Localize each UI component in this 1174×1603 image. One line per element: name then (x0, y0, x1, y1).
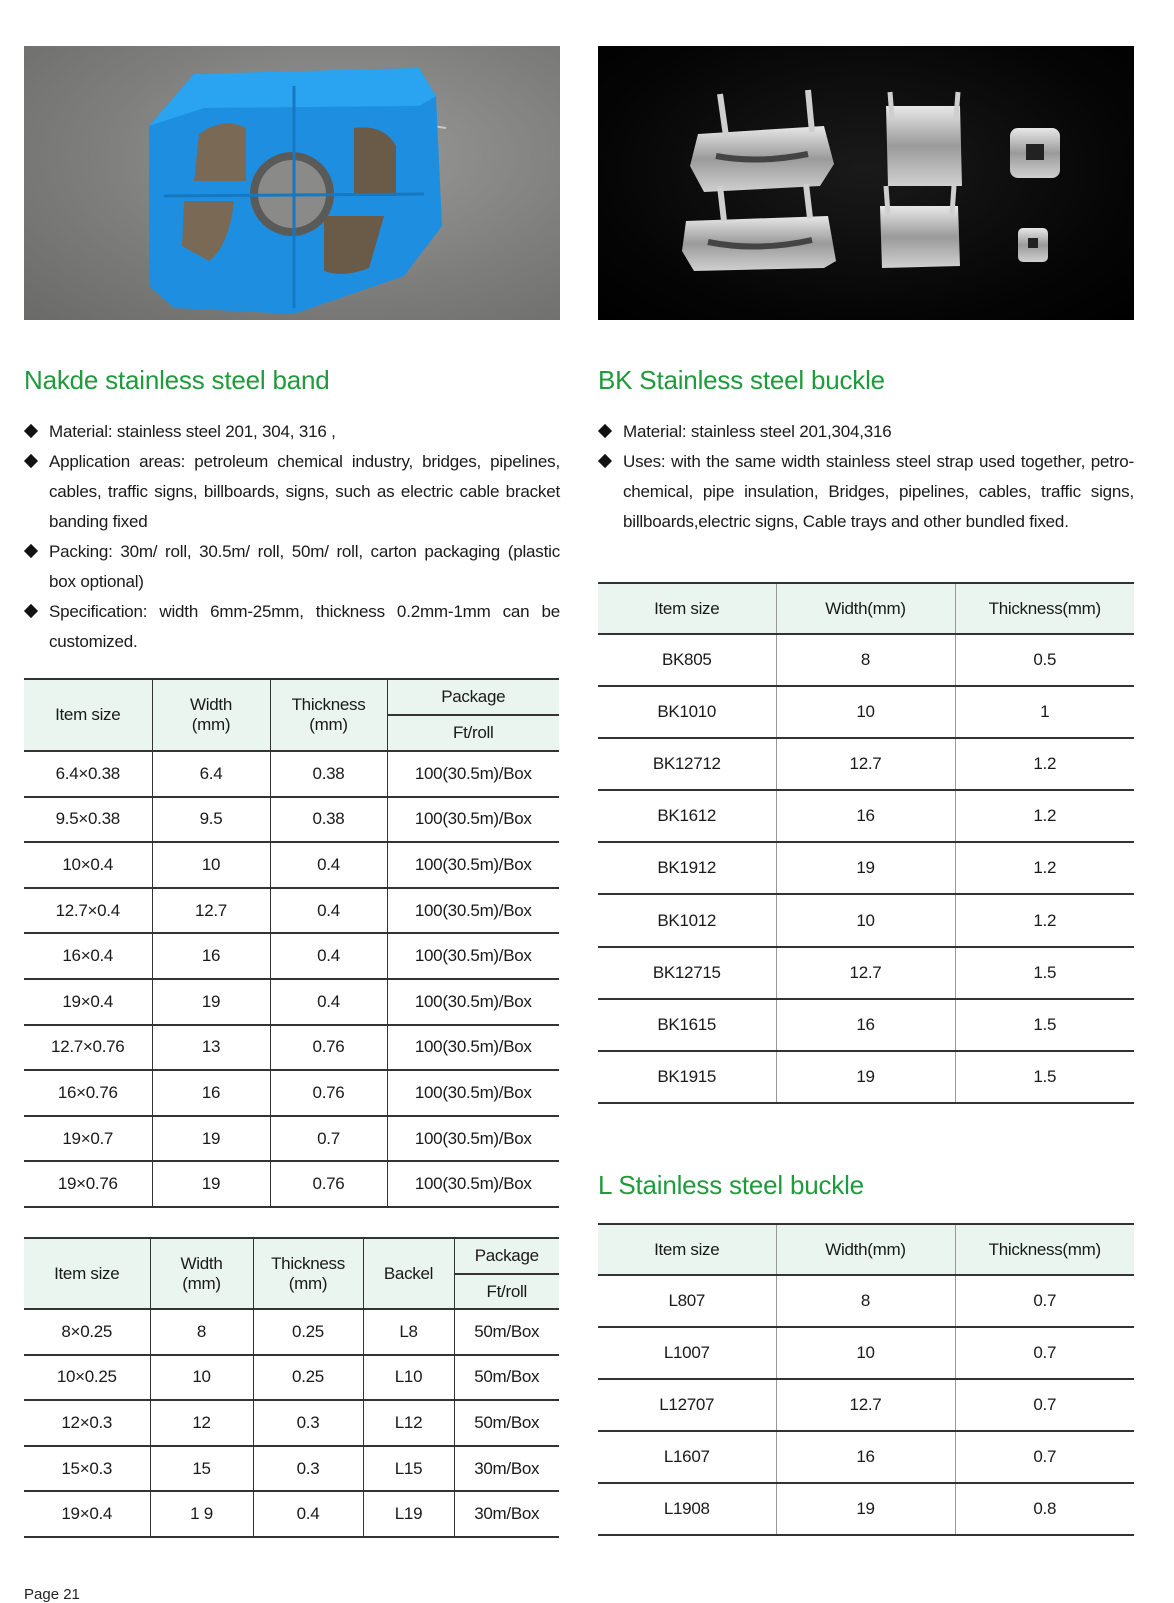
bk-buckle-table (598, 582, 1134, 1104)
table-cell: 0.8 (955, 1483, 1134, 1535)
table-cell: L1908 (598, 1483, 776, 1535)
table-row (598, 1327, 1134, 1379)
col-header-item-size: Item size (598, 583, 776, 634)
table-cell: 0.5 (955, 634, 1134, 686)
table-cell: 12.7 (776, 947, 955, 999)
table-cell: 16×0.76 (24, 1070, 152, 1116)
table-cell: 0.76 (270, 1161, 387, 1207)
table-cell: 19×0.76 (24, 1161, 152, 1207)
table-cell: BK12712 (598, 738, 776, 790)
table-cell: 1.5 (955, 999, 1134, 1051)
table-cell: 19 (152, 1161, 270, 1207)
table-row (598, 842, 1134, 894)
table-row (24, 933, 559, 979)
table-cell: 0.7 (955, 1275, 1134, 1327)
bk-buckle-title: BK Stainless steel buckle (598, 365, 885, 395)
diamond-bullet-icon (24, 604, 38, 618)
table-cell: 19 (152, 1116, 270, 1162)
table-cell: L12 (363, 1400, 454, 1446)
table-cell: L1007 (598, 1327, 776, 1379)
table-cell: 0.3 (253, 1446, 363, 1492)
table-row (598, 894, 1134, 946)
table-row (24, 1070, 559, 1116)
steel-band-reel-photo (24, 46, 560, 320)
table-cell: 0.4 (253, 1491, 363, 1537)
table-cell: 100(30.5m)/Box (387, 933, 559, 979)
table-cell: 0.7 (955, 1431, 1134, 1483)
table-cell: 16 (152, 1070, 270, 1116)
table-row (24, 842, 559, 888)
table-cell: 19 (776, 842, 955, 894)
l-buckle-title: L Stainless steel buckle (598, 1170, 864, 1200)
page-number: Page 21 (24, 1586, 80, 1603)
table-row (24, 751, 559, 797)
table-cell: 12.7 (776, 738, 955, 790)
table-cell: L12707 (598, 1379, 776, 1431)
table-cell: 8×0.25 (24, 1309, 150, 1355)
table-cell: 8 (776, 1275, 955, 1327)
table-row (24, 1116, 559, 1162)
table-cell: 16 (152, 933, 270, 979)
diamond-bullet-icon (598, 454, 612, 468)
table-cell: 19 (152, 979, 270, 1025)
table-cell: 0.7 (270, 1116, 387, 1162)
table-row (598, 1379, 1134, 1431)
table-row (598, 1051, 1134, 1103)
table-cell: L19 (363, 1491, 454, 1537)
table-cell: BK12715 (598, 947, 776, 999)
table-cell: 12.7×0.76 (24, 1025, 152, 1071)
spec-item: Packing: 30m/ roll, 30.5m/ roll, 50m/ roll, carton packaging (plastic box optional) (24, 537, 560, 597)
table-cell: 16 (776, 1431, 955, 1483)
col-header-thickness: Thickness (mm) (253, 1238, 363, 1309)
steel-band-reel-illustration (24, 46, 560, 320)
col-header-item-size: Item size (598, 1224, 776, 1275)
table-cell: 0.76 (270, 1025, 387, 1071)
buckles-illustration (598, 46, 1134, 320)
table-cell: 100(30.5m)/Box (387, 1070, 559, 1116)
table-cell: 12 (150, 1400, 253, 1446)
table-row (24, 1491, 559, 1537)
table-cell: 19×0.4 (24, 979, 152, 1025)
table-cell: BK1010 (598, 686, 776, 738)
l-buckle-table (598, 1223, 1134, 1536)
diamond-bullet-icon (598, 424, 612, 438)
table-cell: 10 (776, 894, 955, 946)
table-cell: L1607 (598, 1431, 776, 1483)
table-row (598, 1275, 1134, 1327)
table-row (24, 1309, 559, 1355)
col-header-width: Width(mm) (776, 1224, 955, 1275)
table-cell: 9.5×0.38 (24, 797, 152, 843)
table-cell: 50m/Box (454, 1309, 559, 1355)
table-cell: BK1012 (598, 894, 776, 946)
table-row (24, 1025, 559, 1071)
table-cell: BK1612 (598, 790, 776, 842)
table-cell: 0.4 (270, 979, 387, 1025)
table-cell: 0.76 (270, 1070, 387, 1116)
table-row (598, 790, 1134, 842)
table-cell: 6.4×0.38 (24, 751, 152, 797)
table-cell: 12×0.3 (24, 1400, 150, 1446)
col-header-ft-roll: Ft/roll (454, 1274, 559, 1309)
table-cell: 1.2 (955, 894, 1134, 946)
table-cell: 16 (776, 790, 955, 842)
table-cell: 10 (776, 686, 955, 738)
table-cell: 100(30.5m)/Box (387, 751, 559, 797)
table-cell: 0.7 (955, 1327, 1134, 1379)
table-cell: 100(30.5m)/Box (387, 797, 559, 843)
table-cell: 0.4 (270, 933, 387, 979)
table-cell: 0.4 (270, 888, 387, 934)
bk-buckle-specs (598, 417, 1134, 537)
table-cell: BK1912 (598, 842, 776, 894)
table-cell: 0.25 (253, 1309, 363, 1355)
table-cell: 12.7 (152, 888, 270, 934)
table-cell: 9.5 (152, 797, 270, 843)
table-cell: 1.2 (955, 790, 1134, 842)
table-cell: 12.7 (776, 1379, 955, 1431)
table-cell: 30m/Box (454, 1446, 559, 1492)
col-header-item-size: Item size (24, 1238, 150, 1309)
table-cell: 10 (150, 1355, 253, 1401)
table-row (24, 979, 559, 1025)
table-row (24, 1355, 559, 1401)
table-row (598, 686, 1134, 738)
table-cell: 8 (150, 1309, 253, 1355)
col-header-thickness: Thickness(mm) (955, 1224, 1134, 1275)
table-cell: 100(30.5m)/Box (387, 1025, 559, 1071)
table-cell: L15 (363, 1446, 454, 1492)
col-header-ft-roll: Ft/roll (387, 715, 559, 751)
table-row (24, 1161, 559, 1207)
spec-item: Specification: width 6mm-25mm, thickness 0.2mm-1mm can be customized. (24, 597, 560, 657)
table-row (598, 1483, 1134, 1535)
table-cell: 8 (776, 634, 955, 686)
table-row (24, 888, 559, 934)
table-cell: 50m/Box (454, 1355, 559, 1401)
table-cell: L8 (363, 1309, 454, 1355)
steel-band-specs (24, 417, 560, 657)
table-cell: BK805 (598, 634, 776, 686)
buckles-photo (598, 46, 1134, 320)
table-cell: 0.4 (270, 842, 387, 888)
table-cell: 15 (150, 1446, 253, 1492)
table-cell: 100(30.5m)/Box (387, 888, 559, 934)
table-cell: 19×0.4 (24, 1491, 150, 1537)
spec-item: Uses: with the same width stainless steel strap used together, petro-chemical, pipe insulation, Bridges, pipelines, cables, traffic signs, billboards,electric signs, Cable trays and other bundled fixed. (598, 447, 1134, 537)
table-cell: 16×0.4 (24, 933, 152, 979)
table-row (598, 738, 1134, 790)
table-row (598, 999, 1134, 1051)
table-cell: 100(30.5m)/Box (387, 1161, 559, 1207)
table-cell: 15×0.3 (24, 1446, 150, 1492)
table-cell: 19 (776, 1483, 955, 1535)
table-cell: 0.3 (253, 1400, 363, 1446)
table-cell: 1.2 (955, 842, 1134, 894)
table-cell: 0.38 (270, 797, 387, 843)
col-header-thickness: Thickness (mm) (270, 679, 387, 751)
table-cell: 10 (776, 1327, 955, 1379)
table-row (24, 1446, 559, 1492)
table-cell: 16 (776, 999, 955, 1051)
col-header-width: Width (mm) (150, 1238, 253, 1309)
col-header-width: Width (mm) (152, 679, 270, 751)
diamond-bullet-icon (24, 424, 38, 438)
table-cell: 100(30.5m)/Box (387, 842, 559, 888)
table-cell: 10×0.4 (24, 842, 152, 888)
col-header-package: Package (387, 679, 559, 715)
table-row (24, 797, 559, 843)
table-cell: 1 9 (150, 1491, 253, 1537)
table-cell: 100(30.5m)/Box (387, 1116, 559, 1162)
steel-band-table (24, 678, 559, 1208)
diamond-bullet-icon (24, 544, 38, 558)
col-header-backel: Backel (363, 1238, 454, 1309)
table-cell: 10×0.25 (24, 1355, 150, 1401)
table-cell: L10 (363, 1355, 454, 1401)
spec-item: Application areas: petroleum chemical industry, bridges, pipelines, cables, traffic signs, billboards, signs, such as electric cable bracket banding fixed (24, 447, 560, 537)
table-row (598, 634, 1134, 686)
table-cell: 1.5 (955, 947, 1134, 999)
table-cell: 1 (955, 686, 1134, 738)
table-cell: 50m/Box (454, 1400, 559, 1446)
table-row (24, 1400, 559, 1446)
diamond-bullet-icon (24, 454, 38, 468)
table-cell: 0.7 (955, 1379, 1134, 1431)
table-cell: 12.7×0.4 (24, 888, 152, 934)
col-header-width: Width(mm) (776, 583, 955, 634)
table-row (598, 947, 1134, 999)
table-cell: 0.25 (253, 1355, 363, 1401)
table-cell: BK1915 (598, 1051, 776, 1103)
steel-band-title: Nakde stainless steel band (24, 365, 330, 395)
table-cell: 100(30.5m)/Box (387, 979, 559, 1025)
spec-item: Material: stainless steel 201,304,316 (598, 417, 1134, 447)
spec-item: Material: stainless steel 201, 304, 316 , (24, 417, 560, 447)
table-cell: 30m/Box (454, 1491, 559, 1537)
table-cell: 10 (152, 842, 270, 888)
band-buckle-table (24, 1237, 559, 1538)
col-header-package: Package (454, 1238, 559, 1274)
table-cell: 19×0.7 (24, 1116, 152, 1162)
table-cell: 13 (152, 1025, 270, 1071)
col-header-thickness: Thickness(mm) (955, 583, 1134, 634)
table-row (598, 1431, 1134, 1483)
table-cell: L807 (598, 1275, 776, 1327)
table-cell: 1.5 (955, 1051, 1134, 1103)
table-cell: BK1615 (598, 999, 776, 1051)
col-header-item-size: Item size (24, 679, 152, 751)
table-cell: 6.4 (152, 751, 270, 797)
table-cell: 0.38 (270, 751, 387, 797)
table-cell: 19 (776, 1051, 955, 1103)
table-cell: 1.2 (955, 738, 1134, 790)
